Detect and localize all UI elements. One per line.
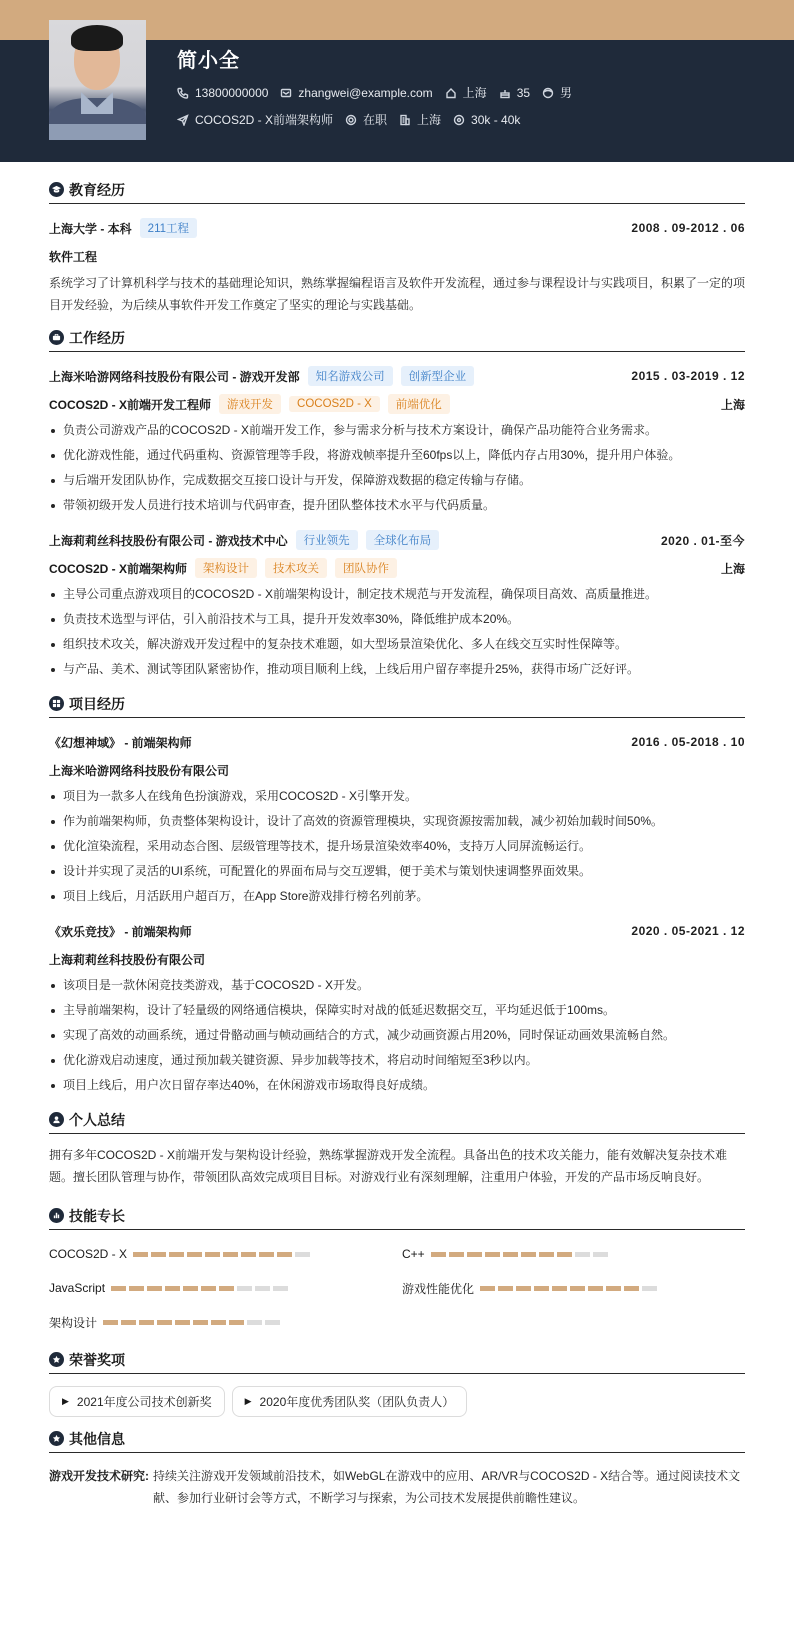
other-info-label: 游戏开发技术研究: (49, 1469, 149, 1483)
project-bullets (49, 973, 745, 1098)
list-item: 项目上线后，月活跃用户超百万，在App Store游戏排行榜名列前茅。 (49, 884, 745, 909)
skill-name: 游戏性能优化 (402, 1281, 475, 1296)
role-tag: 团队协作 (335, 558, 397, 578)
graduation-cap-icon (49, 182, 64, 197)
role-tag: 前端优化 (388, 394, 450, 414)
phone-icon (177, 87, 189, 99)
phone-info: 13800000000 (177, 86, 268, 100)
list-item: 该项目是一款休闲竞技类游戏，基于COCOS2D - X开发。 (49, 973, 745, 998)
section-heading: 其他信息 (49, 1429, 745, 1453)
skill-level-bar (480, 1286, 660, 1291)
other-info-text: 持续关注游戏开发领域前沿技术，如WebGL在游戏中的应用、AR/VR与COCOS2D - X结合等。通过阅读技术文献、参加行业研讨会等方式，不断学习与探索，为公司技术发展提供前瞻性建议。 (153, 1469, 741, 1505)
role-tag: COCOS2D - X (289, 396, 380, 412)
list-item: 负责技术选型与评估，引入前沿技术与工具，提升开发效率30%，降低维护成本20%。 (49, 607, 745, 632)
role-tag: 架构设计 (195, 558, 257, 578)
other-section (49, 1429, 745, 1509)
list-item: 主导公司重点游戏项目的COCOS2D - X前端架构设计，制定技术规范与开发流程，确保项目高效、高质量推进。 (49, 582, 745, 607)
award-item: ▶ 2020年度优秀团队奖（团队负责人） (232, 1386, 468, 1417)
project-name: 《幻想神域》 - 前端架构师 (49, 735, 192, 750)
awards-list (49, 1384, 745, 1417)
work-location: 上海 (720, 397, 745, 412)
section-heading: 项目经历 (49, 694, 745, 718)
work-bullets (49, 582, 745, 682)
list-item: 优化游戏启动速度，通过预加载关键资源、异步加载等技术，将启动时间缩短至3秒以内。 (49, 1048, 745, 1073)
work-section (49, 328, 745, 682)
building-icon (399, 114, 411, 126)
work-bullets (49, 418, 745, 518)
grid-icon (49, 696, 64, 711)
list-item: 与后端开发团队协作，完成数据交互接口设计与开发，保障游戏数据的稳定传输与存储。 (49, 468, 745, 493)
skill-level-bar (133, 1252, 313, 1257)
work-location: 上海 (720, 561, 745, 576)
profile-header (0, 40, 794, 162)
hometown-info: 上海 (445, 84, 487, 101)
education-section (49, 180, 745, 316)
lifebuoy-icon (345, 114, 357, 126)
send-icon (177, 114, 189, 126)
list-item: 主导前端架构，设计了轻量级的网络通信模块，保障实时对战的低延迟数据交互，平均延迟低于100ms。 (49, 998, 745, 1023)
company-tag: 行业领先 (296, 530, 358, 550)
job-intent-row (177, 111, 532, 128)
home-icon (445, 87, 457, 99)
status-info: 在职 (345, 111, 387, 128)
major: 软件工程 (49, 249, 98, 264)
job-role: COCOS2D - X前端开发工程师 (49, 397, 212, 412)
info-star-icon (49, 1431, 64, 1446)
school-tag: 211工程 (140, 218, 197, 238)
work-date: 2015 . 03-2019 . 12 (631, 369, 745, 383)
award-icon (49, 1352, 64, 1367)
skill-level-bar (103, 1320, 283, 1325)
job-role: COCOS2D - X前端架构师 (49, 561, 188, 576)
other-info-item (49, 1463, 745, 1509)
project-company: 上海米哈游网络科技股份有限公司 (49, 763, 230, 778)
company-tag: 全球化布局 (366, 530, 440, 550)
avatar-photo (49, 20, 146, 140)
coin-icon (453, 114, 465, 126)
project-entry (49, 728, 745, 909)
list-item: 优化渲染流程，采用动态合图、层级管理等技术，提升场景渲染效率40%，支持万人同屏流畅运行。 (49, 834, 745, 859)
skills-section (49, 1206, 745, 1332)
project-entry (49, 917, 745, 1098)
list-item: 设计并实现了灵活的UI系统，可配置化的界面布局与交互逻辑，便于美术与策划快速调整界面效果。 (49, 859, 745, 884)
user-icon (49, 1112, 64, 1127)
age-info: 35 (499, 86, 530, 100)
list-item: 带领初级开发人员进行技术培训与代码审查，提升团队整体技术水平与代码质量。 (49, 493, 745, 518)
role-tag: 游戏开发 (219, 394, 281, 414)
company-name: 上海米哈游网络科技股份有限公司 - 游戏开发部 (49, 369, 300, 384)
skill-level-bar (111, 1286, 291, 1291)
project-bullets (49, 784, 745, 909)
school-name: 上海大学 - 本科 (49, 221, 132, 236)
company-name: 上海莉莉丝科技股份有限公司 - 游戏技术中心 (49, 533, 288, 548)
gender-info: 男 (542, 84, 572, 101)
list-item: 组织技术攻关，解决游戏开发过程中的复杂技术难题，如大型场景渲染优化、多人在线交互实时性保障等。 (49, 632, 745, 657)
position-info: COCOS2D - X前端架构师 (177, 111, 333, 128)
briefcase-icon (49, 330, 64, 345)
skills-grid (49, 1240, 745, 1332)
project-company: 上海莉莉丝科技股份有限公司 (49, 952, 206, 967)
cake-icon (499, 87, 511, 99)
section-heading: 教育经历 (49, 180, 745, 204)
triangle-right-icon: ▶ (62, 1396, 69, 1406)
project-date: 2016 . 05-2018 . 10 (631, 735, 745, 749)
work-entry (49, 362, 745, 518)
skill-item (49, 1244, 402, 1264)
skill-name: COCOS2D - X (49, 1247, 128, 1261)
awards-section (49, 1350, 745, 1417)
skill-item (402, 1278, 755, 1298)
person-face-icon (542, 87, 554, 99)
company-tag: 知名游戏公司 (308, 366, 393, 386)
mail-icon (280, 87, 292, 99)
education-header (49, 214, 745, 242)
bar-chart-icon (49, 1208, 64, 1223)
role-tag: 技术攻关 (265, 558, 327, 578)
projects-section (49, 694, 745, 1098)
skill-name: C++ (402, 1247, 425, 1261)
city-info: 上海 (399, 111, 441, 128)
email-info: zhangwei@example.com (280, 86, 432, 100)
skill-name: 架构设计 (49, 1315, 98, 1330)
skill-name: JavaScript (49, 1281, 106, 1295)
skill-item (49, 1312, 402, 1332)
salary-info: 30k - 40k (453, 113, 520, 127)
award-item: ▶ 2021年度公司技术创新奖 (49, 1386, 225, 1417)
work-date: 2020 . 01-至今 (660, 533, 745, 548)
section-heading: 荣誉奖项 (49, 1350, 745, 1374)
list-item: 与产品、美术、测试等团队紧密协作，推动项目顺利上线，上线后用户留存率提升25%，获得市场广泛好评。 (49, 657, 745, 682)
project-date: 2020 . 05-2021 . 12 (631, 924, 745, 938)
contact-row (177, 84, 584, 101)
list-item: 负责公司游戏产品的COCOS2D - X前端开发工作，参与需求分析与技术方案设计，确保产品功能符合业务需求。 (49, 418, 745, 443)
list-item: 项目为一款多人在线角色扮演游戏，采用COCOS2D - X引擎开发。 (49, 784, 745, 809)
summary-section (49, 1110, 745, 1188)
section-heading: 技能专长 (49, 1206, 745, 1230)
list-item: 实现了高效的动画系统，通过骨骼动画与帧动画结合的方式，减少动画资源占用20%，同时保证动画效果流畅自然。 (49, 1023, 745, 1048)
list-item: 项目上线后，用户次日留存率达40%，在休闲游戏市场取得良好成绩。 (49, 1073, 745, 1098)
triangle-right-icon: ▶ (244, 1396, 252, 1406)
skill-level-bar (431, 1252, 611, 1257)
section-heading: 工作经历 (49, 328, 745, 352)
education-description: 系统学习了计算机科学与技术的基础理论知识，熟练掌握编程语言及软件开发流程，通过参与课程设计与实践项目，积累了一定的项目开发经验，为后续从事软件开发工作奠定了坚实的理论与实践基础。 (49, 276, 746, 312)
candidate-name: 简小全 (177, 50, 240, 72)
work-entry (49, 526, 745, 682)
project-name: 《欢乐竞技》 - 前端架构师 (49, 924, 192, 939)
list-item: 优化游戏性能，通过代码重构、资源管理等手段，将游戏帧率提升至60fps以上，降低内存占用30%，提升用户体验。 (49, 443, 745, 468)
company-tag: 创新型企业 (401, 366, 475, 386)
list-item: 作为前端架构师，负责整体架构设计，设计了高效的资源管理模块，实现资源按需加载，减少初始加载时间50%。 (49, 809, 745, 834)
skill-item (402, 1244, 755, 1264)
education-date: 2008 . 09-2012 . 06 (631, 221, 745, 235)
skill-item (49, 1278, 402, 1298)
summary-text: 拥有多年COCOS2D - X前端开发与架构设计经验，熟练掌握游戏开发全流程。具备出色的技术攻关能力，能有效解决复杂技术难题。擅长团队管理与协作，带领团队高效完成项目目标。对游戏行业有深刻理解，注重用户体验，开发的产品市场反响良好。 (49, 1148, 728, 1184)
section-heading: 个人总结 (49, 1110, 745, 1134)
